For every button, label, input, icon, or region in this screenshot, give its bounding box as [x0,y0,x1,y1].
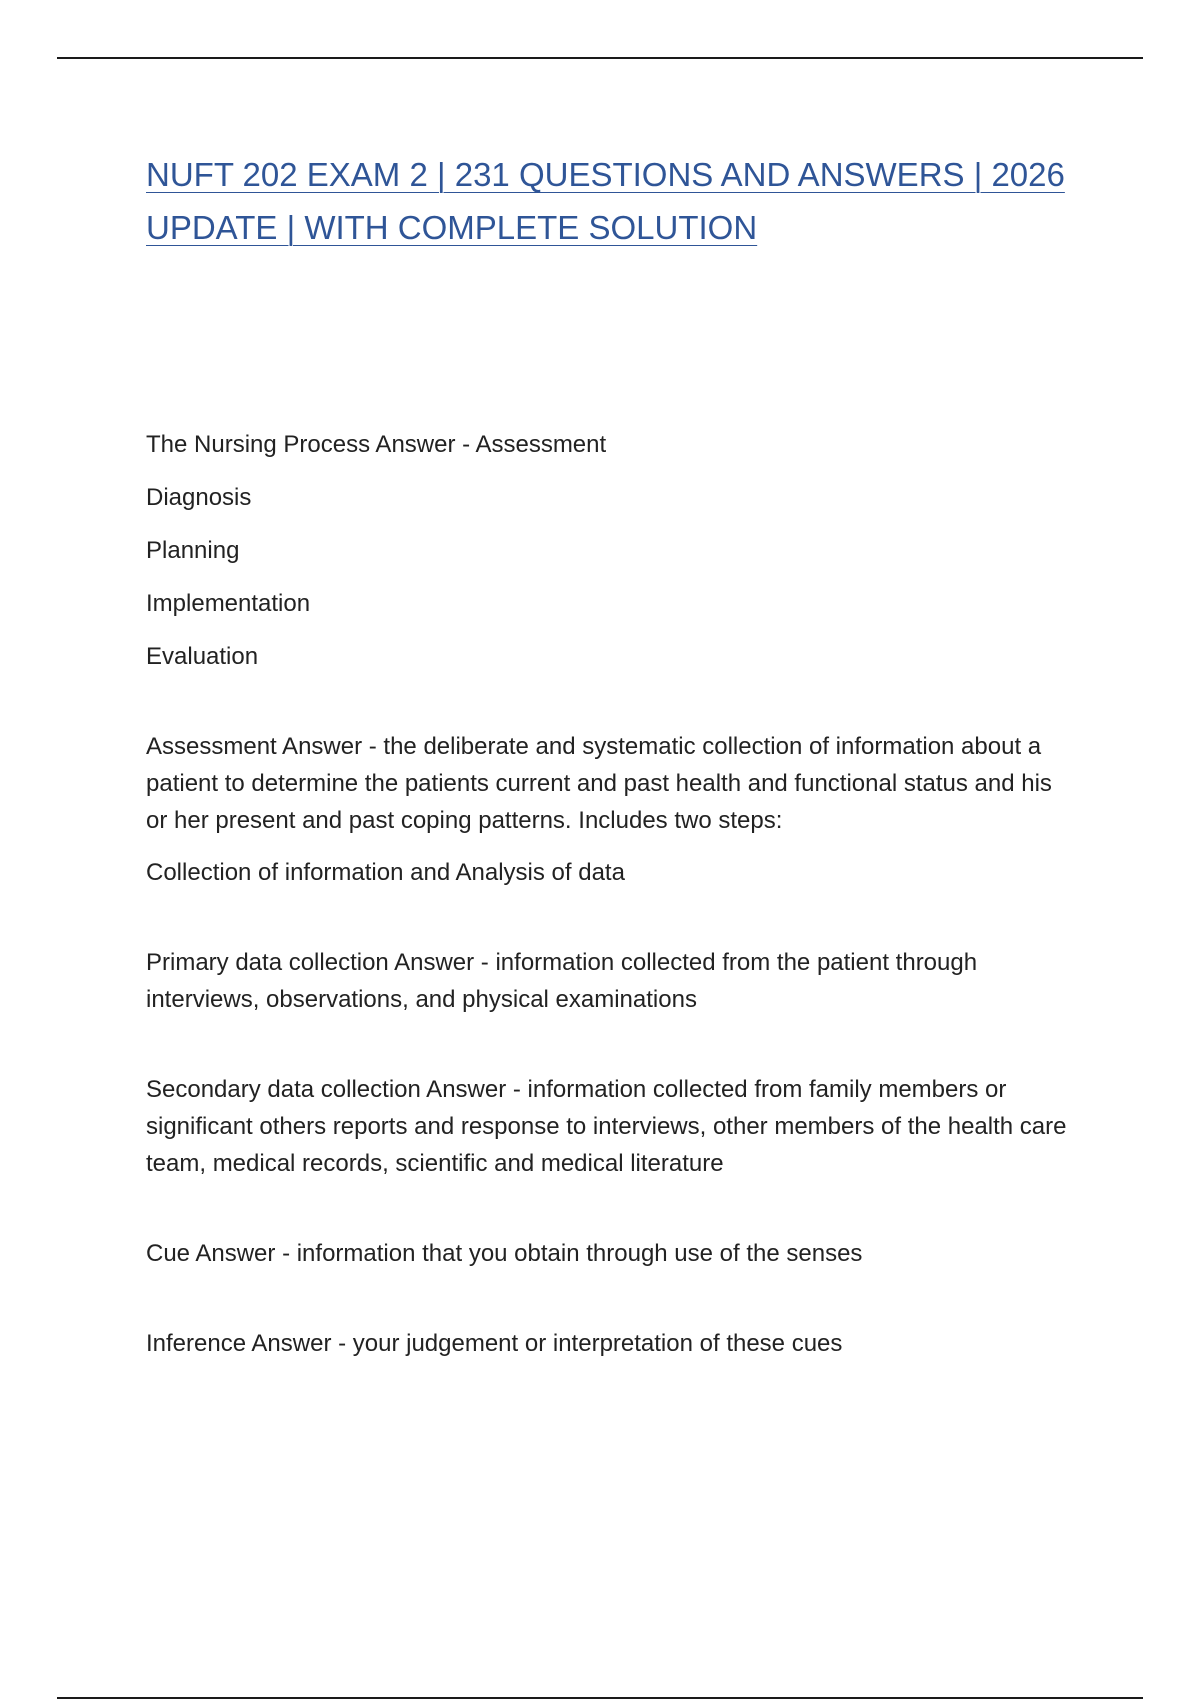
entry-inference [146,1325,1076,1362]
assessment-text: Assessment Answer - the deliberate and systematic collection of information about a patient to determine the patients current and past health and functional status and his or her present and past coping patterns. Includes two steps: [146,733,1052,834]
inference-text: Inference Answer - your judgement or interpretation of these cues [146,1330,843,1357]
spacer [146,1272,1076,1325]
nursing-process-step: Planning [146,537,240,564]
nursing-process-step: Evaluation [146,643,259,670]
spacer [146,675,1076,728]
nursing-process-lead: The Nursing Process Answer - Assessment [146,431,607,458]
assessment-follow: Collection of information and Analysis of data [146,859,625,886]
spacer [146,891,1076,944]
entry-primary-data [146,944,1076,1018]
entry-cue [146,1235,1076,1272]
cue-text: Cue Answer - information that you obtain through use of the senses [146,1240,863,1267]
secondary-data-text: Secondary data collection Answer - information collected from family members or significant others reports and response to interviews, other members of the health care team, medical records, scientific and medical literature [146,1076,1067,1177]
primary-data-text: Primary data collection Answer - information collected from the patient through interviews, observations, and physical examinations [146,949,978,1013]
spacer [146,1182,1076,1235]
footer-rule [57,1697,1143,1699]
header-rule [57,57,1143,59]
document-body [146,426,1076,1362]
nursing-process-step: Diagnosis [146,484,252,511]
nursing-process-step: Implementation [146,590,311,617]
entry-nursing-process [146,426,1076,675]
spacer [146,1018,1076,1071]
entry-assessment [146,728,1076,891]
document-title[interactable]: NUFT 202 EXAM 2 | 231 QUESTIONS AND ANSWERS | 2026 UPDATE | WITH COMPLETE SOLUTION [146,156,1065,246]
entry-secondary-data [146,1071,1076,1182]
